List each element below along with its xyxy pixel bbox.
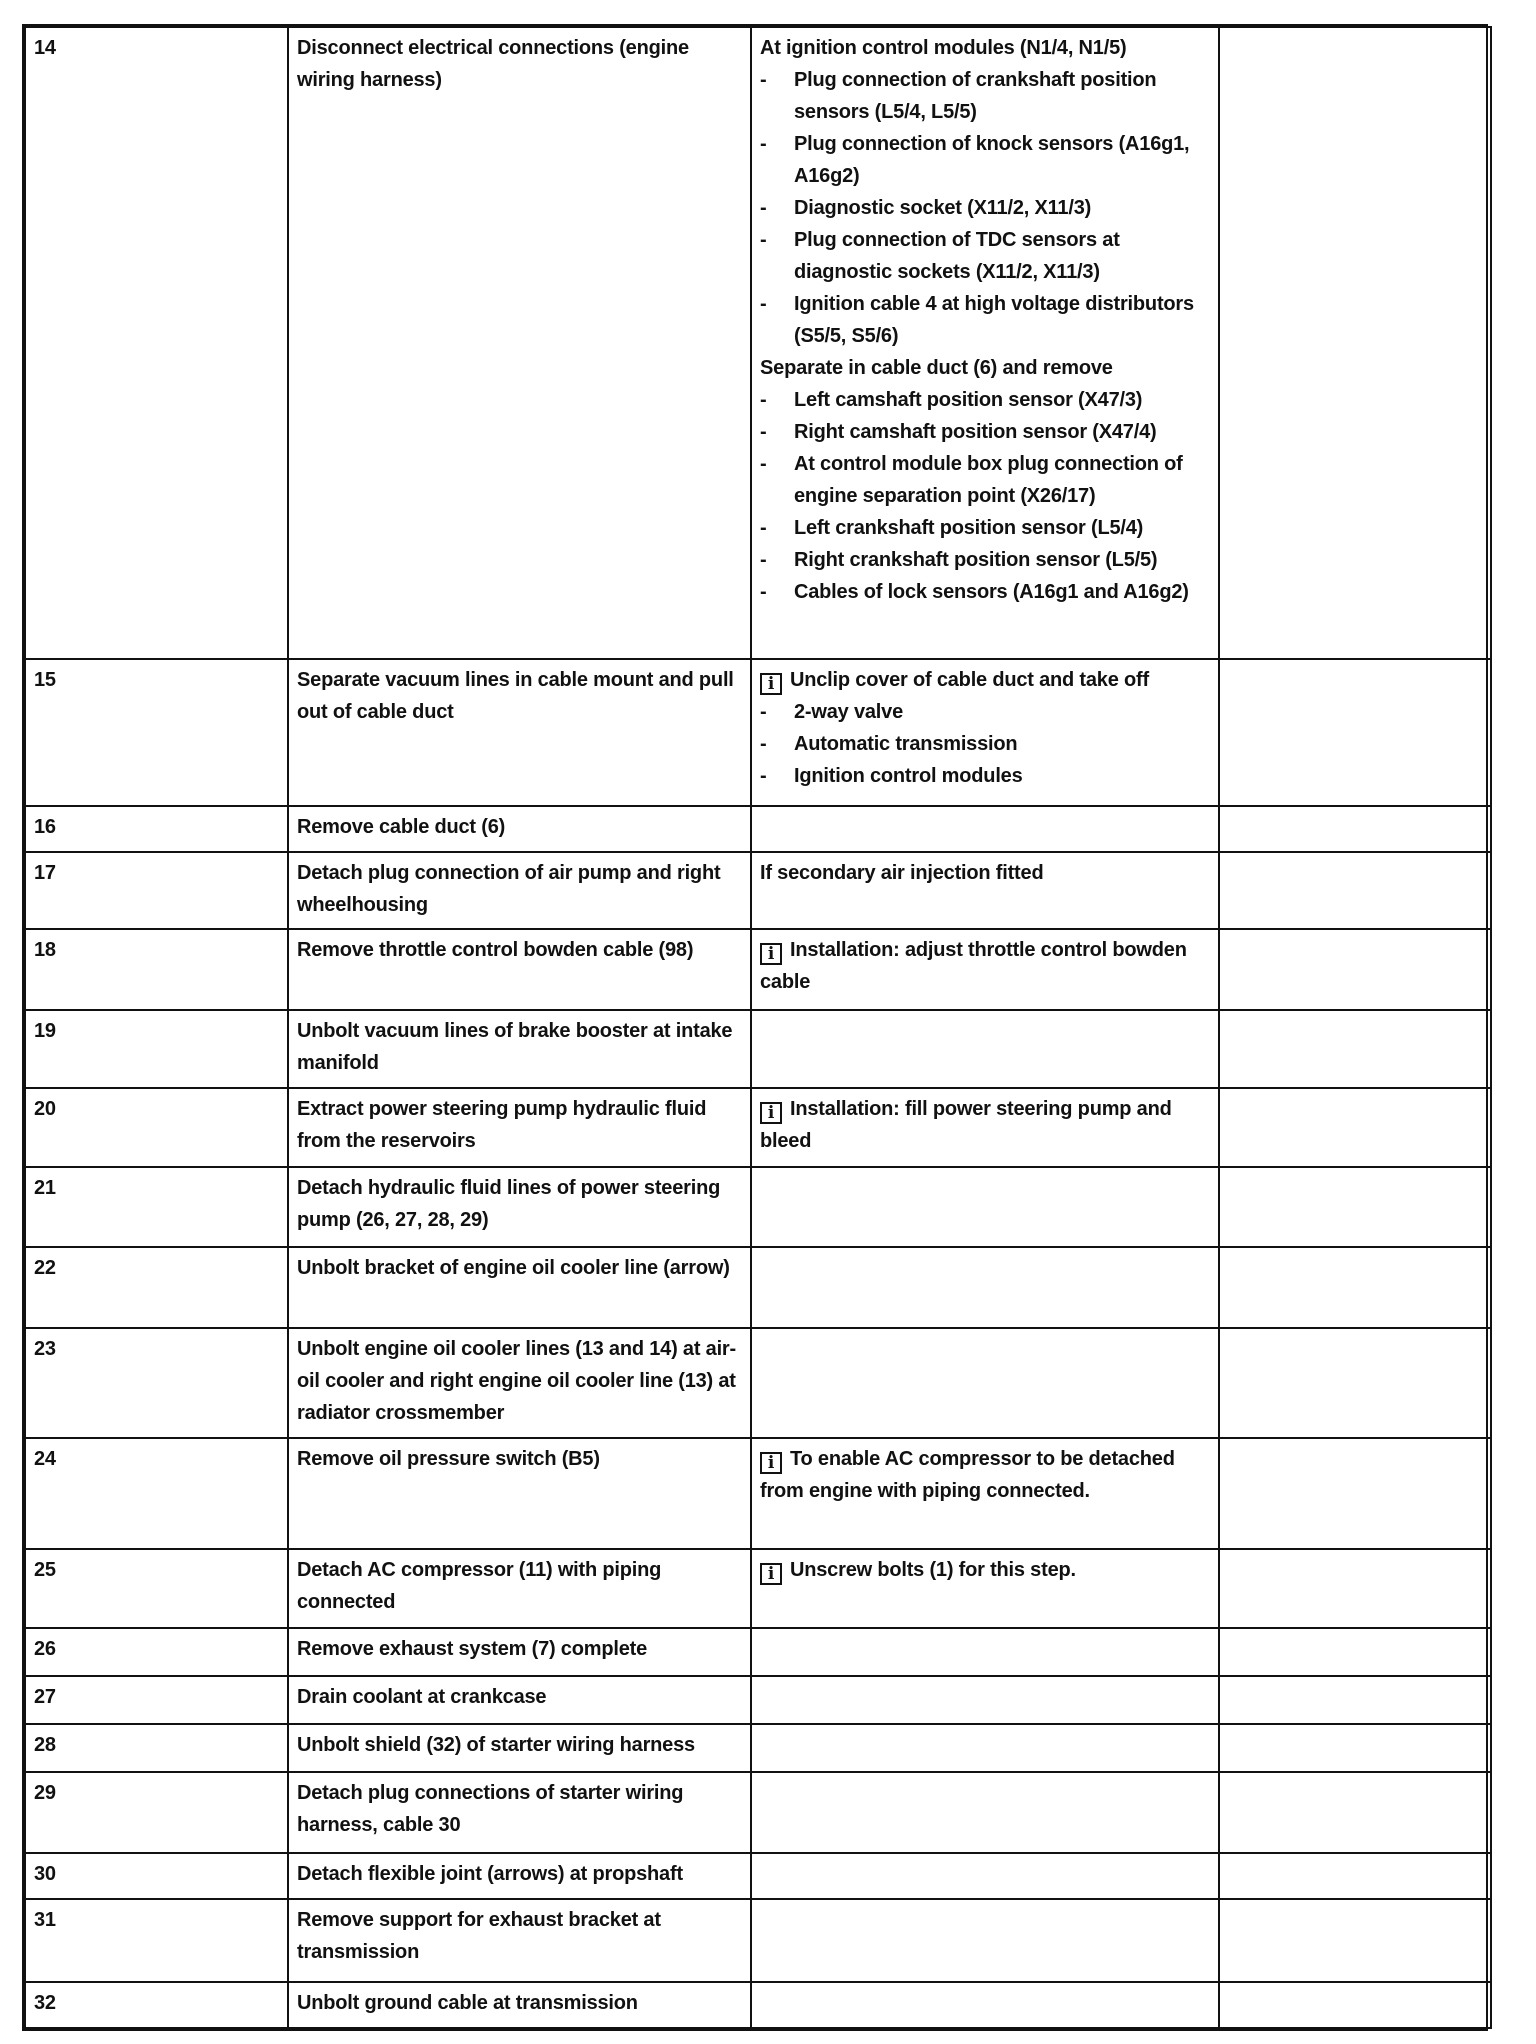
note-bullet-text: Left camshaft position sensor (X47/3) <box>794 389 1143 411</box>
table-row <box>25 929 1491 1009</box>
step-number: 16 <box>25 806 288 852</box>
step-number: 23 <box>25 1328 288 1439</box>
step-note <box>751 1438 1219 1549</box>
table-row <box>25 1328 1491 1439</box>
dash-icon: - <box>760 732 767 755</box>
note-bullet <box>760 728 1210 760</box>
dash-icon: - <box>760 700 767 723</box>
blank-cell <box>1219 1724 1491 1772</box>
info-icon: i <box>760 1563 782 1585</box>
step-action: Separate vacuum lines in cable mount and pull out of cable duct <box>288 659 751 806</box>
note-bullet <box>760 696 1210 728</box>
step-number: 30 <box>25 1853 288 1899</box>
step-number: 18 <box>25 929 288 1009</box>
procedure-table-body <box>25 27 1491 2028</box>
dash-icon: - <box>760 421 767 443</box>
table-row <box>25 1088 1491 1166</box>
note-bullet <box>760 288 1210 352</box>
step-action: Unbolt bracket of engine oil cooler line (arrow) <box>288 1247 751 1327</box>
note-bullet-text: Automatic transmission <box>794 732 1018 755</box>
step-number: 24 <box>25 1438 288 1549</box>
step-note <box>751 806 1219 852</box>
blank-cell <box>1219 1167 1491 1247</box>
step-action: Unbolt vacuum lines of brake booster at intake manifold <box>288 1010 751 1088</box>
step-action: Remove oil pressure switch (B5) <box>288 1438 751 1549</box>
dash-icon: - <box>760 517 767 539</box>
step-action: Detach AC compressor (11) with piping connected <box>288 1549 751 1627</box>
dash-icon: - <box>760 229 767 251</box>
blank-cell <box>1219 1772 1491 1852</box>
step-note <box>751 1772 1219 1852</box>
procedure-table-frame <box>22 24 1488 2031</box>
dash-icon: - <box>760 549 767 571</box>
step-note <box>751 659 1219 806</box>
note-info-text: Unclip cover of cable duct and take off <box>790 668 1149 691</box>
dash-icon: - <box>760 581 767 603</box>
step-action: Detach flexible joint (arrows) at propshaft <box>288 1853 751 1899</box>
note-info-text: To enable AC compressor to be detached from engine with piping connected. <box>760 1448 1175 1503</box>
note-bullet <box>760 448 1210 512</box>
step-number: 15 <box>25 659 288 806</box>
note-bullet-text: 2-way valve <box>794 700 903 723</box>
step-action: Detach plug connection of air pump and right wheelhousing <box>288 852 751 929</box>
note-heading: Separate in cable duct (6) and remove <box>760 357 1113 379</box>
step-number: 27 <box>25 1676 288 1724</box>
note-bullet <box>760 576 1210 608</box>
info-icon: i <box>760 1102 782 1124</box>
note-info <box>760 1554 1210 1586</box>
blank-cell <box>1219 1899 1491 1981</box>
note-bullet <box>760 128 1210 192</box>
step-note <box>751 1088 1219 1166</box>
note-bullet-text: Plug connection of crankshaft position sensors (L5/4, L5/5) <box>794 69 1157 123</box>
step-number: 17 <box>25 852 288 929</box>
step-action: Unbolt engine oil cooler lines (13 and 14) at air-oil cooler and right engine oil cooler line (13) at radiator crossmember <box>288 1328 751 1439</box>
info-icon: i <box>760 1452 782 1474</box>
blank-cell <box>1219 1438 1491 1549</box>
info-icon: i <box>760 943 782 965</box>
table-row <box>25 1010 1491 1088</box>
dash-icon: - <box>760 389 767 411</box>
note-info <box>760 1093 1210 1157</box>
step-action: Detach plug connections of starter wiring harness, cable 30 <box>288 1772 751 1852</box>
note-bullet <box>760 64 1210 128</box>
note-bullet-text: Ignition cable 4 at high voltage distributors (S5/5, S5/6) <box>794 293 1194 347</box>
step-action: Extract power steering pump hydraulic fluid from the reservoirs <box>288 1088 751 1166</box>
note-info-text: Installation: adjust throttle control bowden cable <box>760 939 1187 994</box>
step-note <box>751 1853 1219 1899</box>
step-note <box>751 27 1219 659</box>
note-info-text: Unscrew bolts (1) for this step. <box>790 1559 1076 1582</box>
note-info-text: Installation: fill power steering pump and bleed <box>760 1098 1172 1153</box>
step-number: 26 <box>25 1628 288 1676</box>
note-info <box>760 664 1210 696</box>
note-bullet <box>760 416 1210 448</box>
note-bullet-text: Right camshaft position sensor (X47/4) <box>794 421 1157 443</box>
note-bullet <box>760 224 1210 288</box>
blank-cell <box>1219 1628 1491 1676</box>
blank-cell <box>1219 1676 1491 1724</box>
note-heading: If secondary air injection fitted <box>760 861 1044 884</box>
step-note <box>751 929 1219 1009</box>
table-row <box>25 1982 1491 2028</box>
table-row <box>25 1676 1491 1724</box>
step-action: Remove throttle control bowden cable (98) <box>288 929 751 1009</box>
dash-icon: - <box>760 293 767 315</box>
blank-cell <box>1219 1088 1491 1166</box>
step-action: Unbolt shield (32) of starter wiring harness <box>288 1724 751 1772</box>
blank-cell <box>1219 1853 1491 1899</box>
dash-icon: - <box>760 69 767 91</box>
note-bullet-text: Diagnostic socket (X11/2, X11/3) <box>794 197 1092 219</box>
step-action: Detach hydraulic fluid lines of power steering pump (26, 27, 28, 29) <box>288 1167 751 1247</box>
step-action: Remove exhaust system (7) complete <box>288 1628 751 1676</box>
note-bullet-text: Plug connection of knock sensors (A16g1, A16g2) <box>794 133 1190 187</box>
blank-cell <box>1219 1549 1491 1627</box>
step-action: Disconnect electrical connections (engine wiring harness) <box>288 27 751 659</box>
table-row <box>25 1247 1491 1327</box>
note-bullet-text: Cables of lock sensors (A16g1 and A16g2) <box>794 581 1189 603</box>
blank-cell <box>1219 929 1491 1009</box>
table-row <box>25 1724 1491 1772</box>
step-note <box>751 1899 1219 1981</box>
table-row <box>25 1853 1491 1899</box>
blank-cell <box>1219 1010 1491 1088</box>
note-bullet <box>760 544 1210 576</box>
step-note <box>751 1167 1219 1247</box>
step-note <box>751 1328 1219 1439</box>
note-bullet-text: At control module box plug connection of engine separation point (X26/17) <box>794 453 1183 507</box>
note-bullet-text: Right crankshaft position sensor (L5/5) <box>794 549 1158 571</box>
note-heading: At ignition control modules (N1/4, N1/5) <box>760 37 1127 59</box>
table-row <box>25 852 1491 929</box>
step-number: 28 <box>25 1724 288 1772</box>
step-number: 20 <box>25 1088 288 1166</box>
step-number: 25 <box>25 1549 288 1627</box>
table-row <box>25 659 1491 806</box>
step-note <box>751 1010 1219 1088</box>
note-info <box>760 934 1210 998</box>
step-number: 21 <box>25 1167 288 1247</box>
step-note <box>751 852 1219 929</box>
note-bullet-text: Plug connection of TDC sensors at diagnostic sockets (X11/2, X11/3) <box>794 229 1120 283</box>
table-row <box>25 806 1491 852</box>
dash-icon: - <box>760 197 767 219</box>
blank-cell <box>1219 27 1491 659</box>
step-number: 19 <box>25 1010 288 1088</box>
step-note <box>751 1247 1219 1327</box>
step-note <box>751 1724 1219 1772</box>
table-row <box>25 1628 1491 1676</box>
step-number: 22 <box>25 1247 288 1327</box>
blank-cell <box>1219 806 1491 852</box>
step-action: Remove support for exhaust bracket at transmission <box>288 1899 751 1981</box>
info-icon: i <box>760 673 782 695</box>
note-bullet <box>760 192 1210 224</box>
step-number: 14 <box>25 27 288 659</box>
step-note <box>751 1628 1219 1676</box>
blank-cell <box>1219 1328 1491 1439</box>
table-row <box>25 1772 1491 1852</box>
table-row <box>25 27 1491 659</box>
step-note <box>751 1549 1219 1627</box>
step-number: 32 <box>25 1982 288 2028</box>
table-row <box>25 1167 1491 1247</box>
note-info <box>760 1443 1210 1507</box>
blank-cell <box>1219 659 1491 806</box>
note-bullet-text: Left crankshaft position sensor (L5/4) <box>794 517 1144 539</box>
blank-cell <box>1219 1982 1491 2028</box>
step-note <box>751 1982 1219 2028</box>
table-row <box>25 1899 1491 1981</box>
blank-cell <box>1219 1247 1491 1327</box>
step-action: Drain coolant at crankcase <box>288 1676 751 1724</box>
table-row <box>25 1438 1491 1549</box>
step-number: 29 <box>25 1772 288 1852</box>
step-number: 31 <box>25 1899 288 1981</box>
note-bullet <box>760 512 1210 544</box>
step-action: Unbolt ground cable at transmission <box>288 1982 751 2028</box>
step-note <box>751 1676 1219 1724</box>
dash-icon: - <box>760 133 767 155</box>
note-bullet-text: Ignition control modules <box>794 764 1023 787</box>
step-action: Remove cable duct (6) <box>288 806 751 852</box>
dash-icon: - <box>760 453 767 475</box>
note-bullet <box>760 384 1210 416</box>
table-row <box>25 1549 1491 1627</box>
note-bullet <box>760 760 1210 792</box>
blank-cell <box>1219 852 1491 929</box>
dash-icon: - <box>760 764 767 787</box>
procedure-table <box>24 26 1492 2029</box>
